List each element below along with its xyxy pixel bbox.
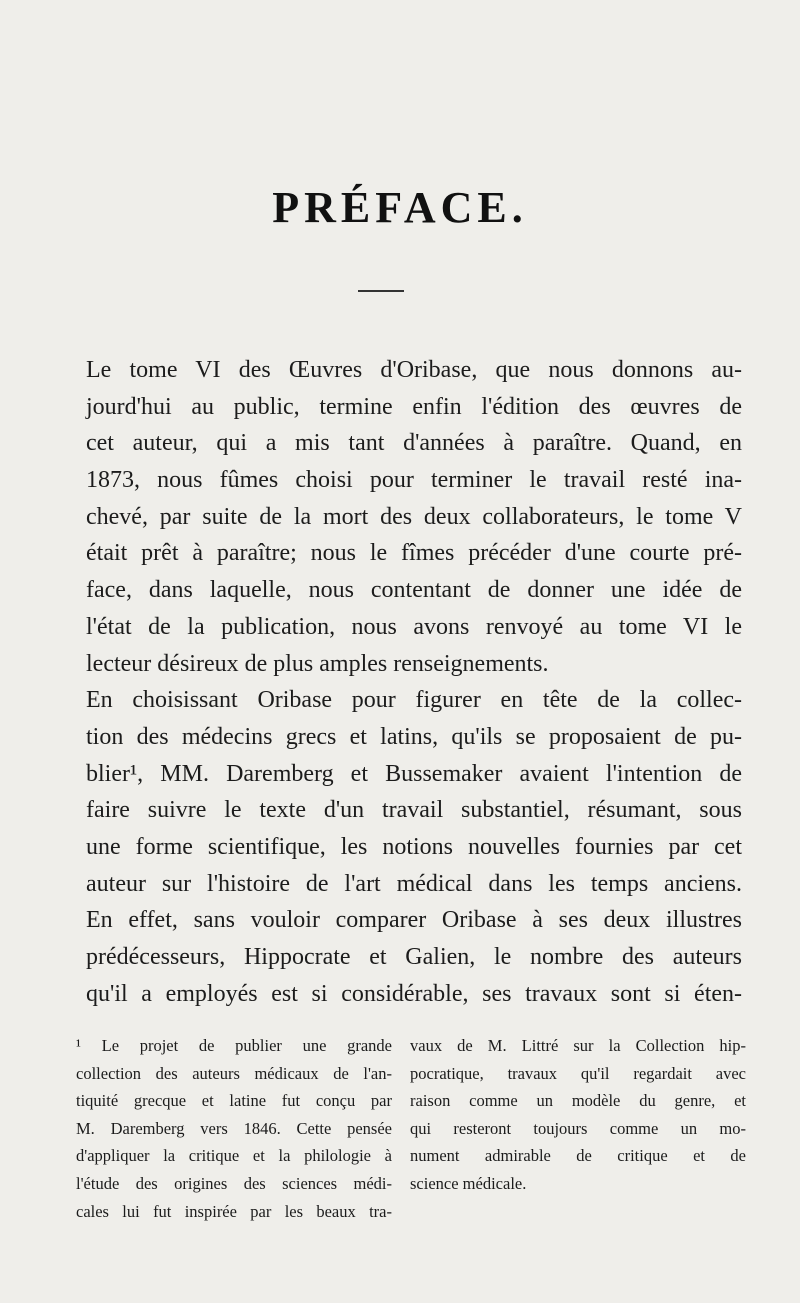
footnote-line: raison comme un modèle du genre, et bbox=[410, 1091, 746, 1111]
footnotes bbox=[76, 1032, 746, 1225]
body-line: faire suivre le texte d'un travail substantiel, résumant, sous bbox=[86, 797, 742, 824]
body-line: était prêt à paraître; nous le fîmes précéder d'une courte pré- bbox=[86, 540, 742, 567]
footnote-line: tiquité grecque et latine fut conçu par bbox=[76, 1091, 392, 1111]
footnote-line: d'appliquer la critique et la philologie à bbox=[76, 1146, 392, 1166]
body-line: Le tome VI des Œuvres d'Oribase, que nous donnons au- bbox=[86, 357, 742, 383]
footnote-line: cales lui fut inspirée par les beaux tra- bbox=[76, 1201, 392, 1221]
footnote-line: M. Daremberg vers 1846. Cette pensée bbox=[76, 1118, 392, 1138]
body-line: face, dans laquelle, nous contentant de donner une idée de bbox=[86, 577, 742, 604]
body-line: prédécesseurs, Hippocrate et Galien, le nombre des auteurs bbox=[86, 944, 742, 970]
footnote-line: ¹ Le projet de publier une grande bbox=[76, 1036, 392, 1055]
footnote-line: qui resteront toujours comme un mo- bbox=[410, 1118, 746, 1138]
title-rule bbox=[358, 290, 404, 292]
body-line: tion des médecins grecs et latins, qu'ils se proposaient de pu- bbox=[86, 723, 742, 750]
body-line: auteur sur l'histoire de l'art médical dans les temps anciens. bbox=[86, 870, 742, 897]
body-line: qu'il a employés est si considérable, ses travaux sont si éten- bbox=[86, 980, 742, 1007]
body-line: chevé, par suite de la mort des deux collaborateurs, le tome V bbox=[86, 503, 742, 530]
body-line: une forme scientifique, les notions nouvelles fournies par cet bbox=[86, 833, 742, 860]
body-line: jourd'hui au public, termine enfin l'édition des œuvres de bbox=[86, 393, 742, 420]
body-line: En choisissant Oribase pour figurer en tête de la collec- bbox=[86, 687, 742, 714]
footnote-right-column bbox=[410, 1032, 746, 1225]
footnote-line: l'étude des origines des sciences médi- bbox=[76, 1173, 392, 1193]
body-line: cet auteur, qui a mis tant d'années à paraître. Quand, en bbox=[86, 430, 742, 457]
footnote-line: pocratique, travaux qu'il regardait avec bbox=[410, 1063, 746, 1083]
footnote-left-column bbox=[76, 1032, 392, 1225]
body-line: 1873, nous fûmes choisi pour terminer le travail resté ina- bbox=[86, 467, 742, 494]
body-line: blier¹, MM. Daremberg et Bussemaker avaient l'intention de bbox=[86, 760, 742, 787]
body-line: lecteur désireux de plus amples renseignements. bbox=[86, 650, 549, 677]
footnote-line: collection des auteurs médicaux de l'an- bbox=[76, 1063, 392, 1083]
footnote-line: nument admirable de critique et de bbox=[410, 1146, 746, 1166]
footnote-line: vaux de M. Littré sur la Collection hip- bbox=[410, 1036, 746, 1055]
footnote-line: science médicale. bbox=[410, 1173, 527, 1193]
page-title: PRÉFACE. bbox=[272, 183, 528, 232]
body-line: l'état de la publication, nous avons renvoyé au tome VI le bbox=[86, 613, 742, 640]
body-line: En effet, sans vouloir comparer Oribase à ses deux illustres bbox=[86, 907, 742, 934]
body-text bbox=[86, 352, 742, 1012]
